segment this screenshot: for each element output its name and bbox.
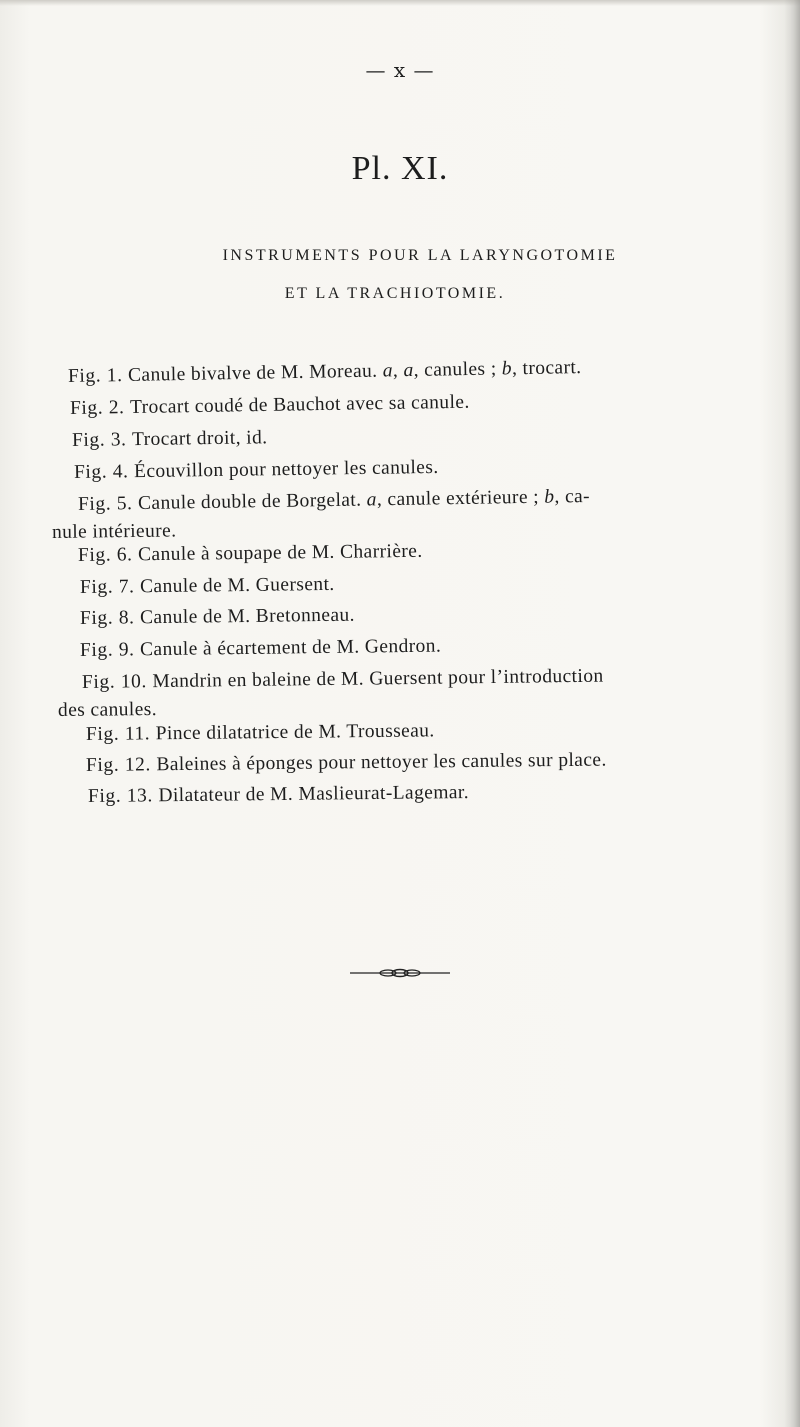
- figure-caption-continuation: des canules.: [57, 699, 158, 721]
- caption-label-letter: b: [501, 358, 513, 380]
- figure-caption: Trocart coudé de Bauchot avec sa canule.: [129, 391, 470, 419]
- caption-label-letter: b: [544, 486, 555, 508]
- caption-label-letter: a: [366, 489, 378, 511]
- figure-entry: [82, 666, 604, 694]
- caption-label-letter: a: [403, 359, 414, 382]
- figure-entry: [80, 574, 335, 599]
- caption-text: , canules ;: [413, 358, 503, 381]
- figure-entry: [86, 750, 607, 777]
- caption-text: , ca-: [554, 485, 591, 508]
- figure-caption: Écouvillon pour nettoyer les canules.: [133, 456, 439, 483]
- figure-entry: [80, 636, 441, 662]
- ornament-rule: [350, 966, 450, 980]
- figure-number: Fig. 13.: [87, 785, 159, 807]
- caption-label-letter: a: [382, 360, 394, 382]
- heading-line-2: ET LA TRACHIOTOMIE.: [284, 285, 506, 302]
- figure-entry: [68, 357, 582, 388]
- figure-entry: [78, 486, 590, 516]
- figure-caption: Trocart droit, id.: [131, 427, 268, 451]
- figure-number: Fig. 12.: [85, 754, 157, 776]
- figure-number: Fig. 10.: [81, 671, 153, 693]
- figure-caption: Canule de M. Bretonneau.: [139, 604, 356, 629]
- figure-number: Fig. 5.: [77, 493, 139, 515]
- figure-caption: Canule à écartement de M. Gendron.: [139, 635, 442, 661]
- caption-text: , canule extérieure ;: [376, 486, 545, 511]
- figure-entry: [86, 720, 435, 746]
- figure-entry: [80, 605, 355, 630]
- figure-entry: [88, 782, 469, 808]
- figure-caption: Baleines à éponges pour nettoyer les canules sur place.: [156, 749, 607, 776]
- figure-number: Fig. 4.: [73, 461, 135, 483]
- figure-caption: Dilatateur de M. Maslieurat-Lagemar.: [158, 782, 470, 807]
- figure-caption-continuation: nule intérieure.: [51, 520, 177, 543]
- plate-title: Pl. XI.: [351, 150, 449, 187]
- figure-number: Fig. 8.: [79, 607, 141, 629]
- figure-caption: Pince dilatatrice de M. Trousseau.: [155, 720, 435, 745]
- folio-number: — x —: [365, 58, 435, 82]
- figure-number: Fig. 3.: [71, 429, 133, 451]
- figure-entry: [72, 427, 268, 452]
- figure-number: Fig. 9.: [79, 639, 141, 661]
- figure-entry: [78, 541, 423, 567]
- figure-number: Fig. 6.: [77, 544, 139, 566]
- figure-caption: Canule double de Borgelat.: [137, 489, 367, 515]
- caption-text: ,: [392, 360, 404, 382]
- figure-caption: Canule bivalve de M. Moreau.: [127, 360, 383, 386]
- figure-caption: Canule de M. Guersent.: [139, 573, 335, 598]
- figure-number: Fig. 2.: [69, 397, 131, 419]
- figure-entry: [74, 457, 439, 484]
- figure-entry: [70, 392, 470, 420]
- figure-number: Fig. 7.: [79, 576, 141, 598]
- figure-caption: Canule à soupape de M. Charrière.: [137, 540, 423, 566]
- figure-caption: Mandrin en baleine de M. Guersent pour l’introduction: [152, 665, 604, 693]
- heading-line-1: INSTRUMENTS POUR LA LARYNGOTOMIE: [222, 247, 618, 264]
- caption-text: , trocart.: [511, 357, 582, 380]
- figure-number: Fig. 1.: [67, 364, 129, 387]
- figure-number: Fig. 11.: [85, 723, 156, 745]
